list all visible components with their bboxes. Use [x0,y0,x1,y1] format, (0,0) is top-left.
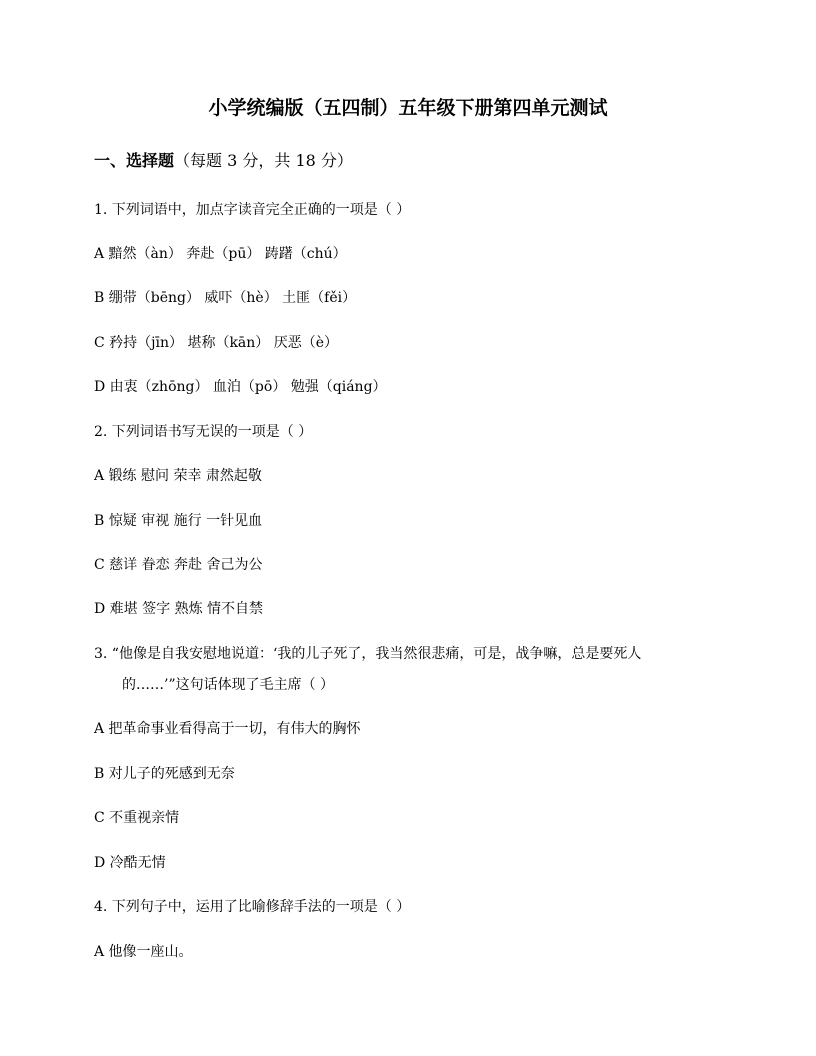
section-heading-label: 一、选择题 [94,151,175,170]
question-3-option-a: A 把革命事业看得高于一切，有伟大的胸怀 [94,721,361,737]
question-2-option-a: A 锻练 慰问 荣幸 肃然起敬 [94,468,262,484]
question-3-option-b: B 对儿子的死感到无奈 [94,766,235,782]
question-3-stem-continued: 的……’”这句话体现了毛主席（ ） [122,677,335,693]
question-1-option-a: A 黯然（àn） 奔赴（pū） 踌躇（chú） [94,246,347,262]
question-2-option-b: B 惊疑 审视 施行 一针见血 [94,513,263,529]
section-score-note: （每题 3 分，共 18 分） [174,151,353,170]
question-1-stem: 1. 下列词语中，加点字读音完全正确的一项是（ ） [94,202,411,218]
question-1-option-c: C 矜持（jīn） 堪称（kān） 厌恶（è） [94,335,339,351]
question-2-option-c: C 慈详 眷恋 奔赴 舍己为公 [94,557,263,573]
question-1-option-b: B 绷带（bēng） 威吓（hè） 土匪（fěi） [94,290,357,306]
question-4-option-a: A 他像一座山。 [94,944,193,960]
section-heading [94,148,353,174]
page-title: 小学统编版（五四制）五年级下册第四单元测试 [208,97,608,119]
question-1-option-d: D 由衷（zhōng） 血泊（pō） 勉强（qiáng） [94,379,387,395]
question-2-stem: 2. 下列词语书写无误的一项是（ ） [94,424,313,440]
question-3-option-d: D 冷酷无情 [94,855,166,871]
question-2-option-d: D 难堪 签字 熟炼 情不自禁 [94,601,264,617]
question-3-stem: 3. “他像是自我安慰地说道：‘我的儿子死了，我当然很悲痛，可是，战争嘛，总是要死人 [94,646,642,662]
question-4-stem: 4. 下列句子中，运用了比喻修辞手法的一项是（ ） [94,899,411,915]
question-3-option-c: C 不重视亲情 [94,810,180,826]
